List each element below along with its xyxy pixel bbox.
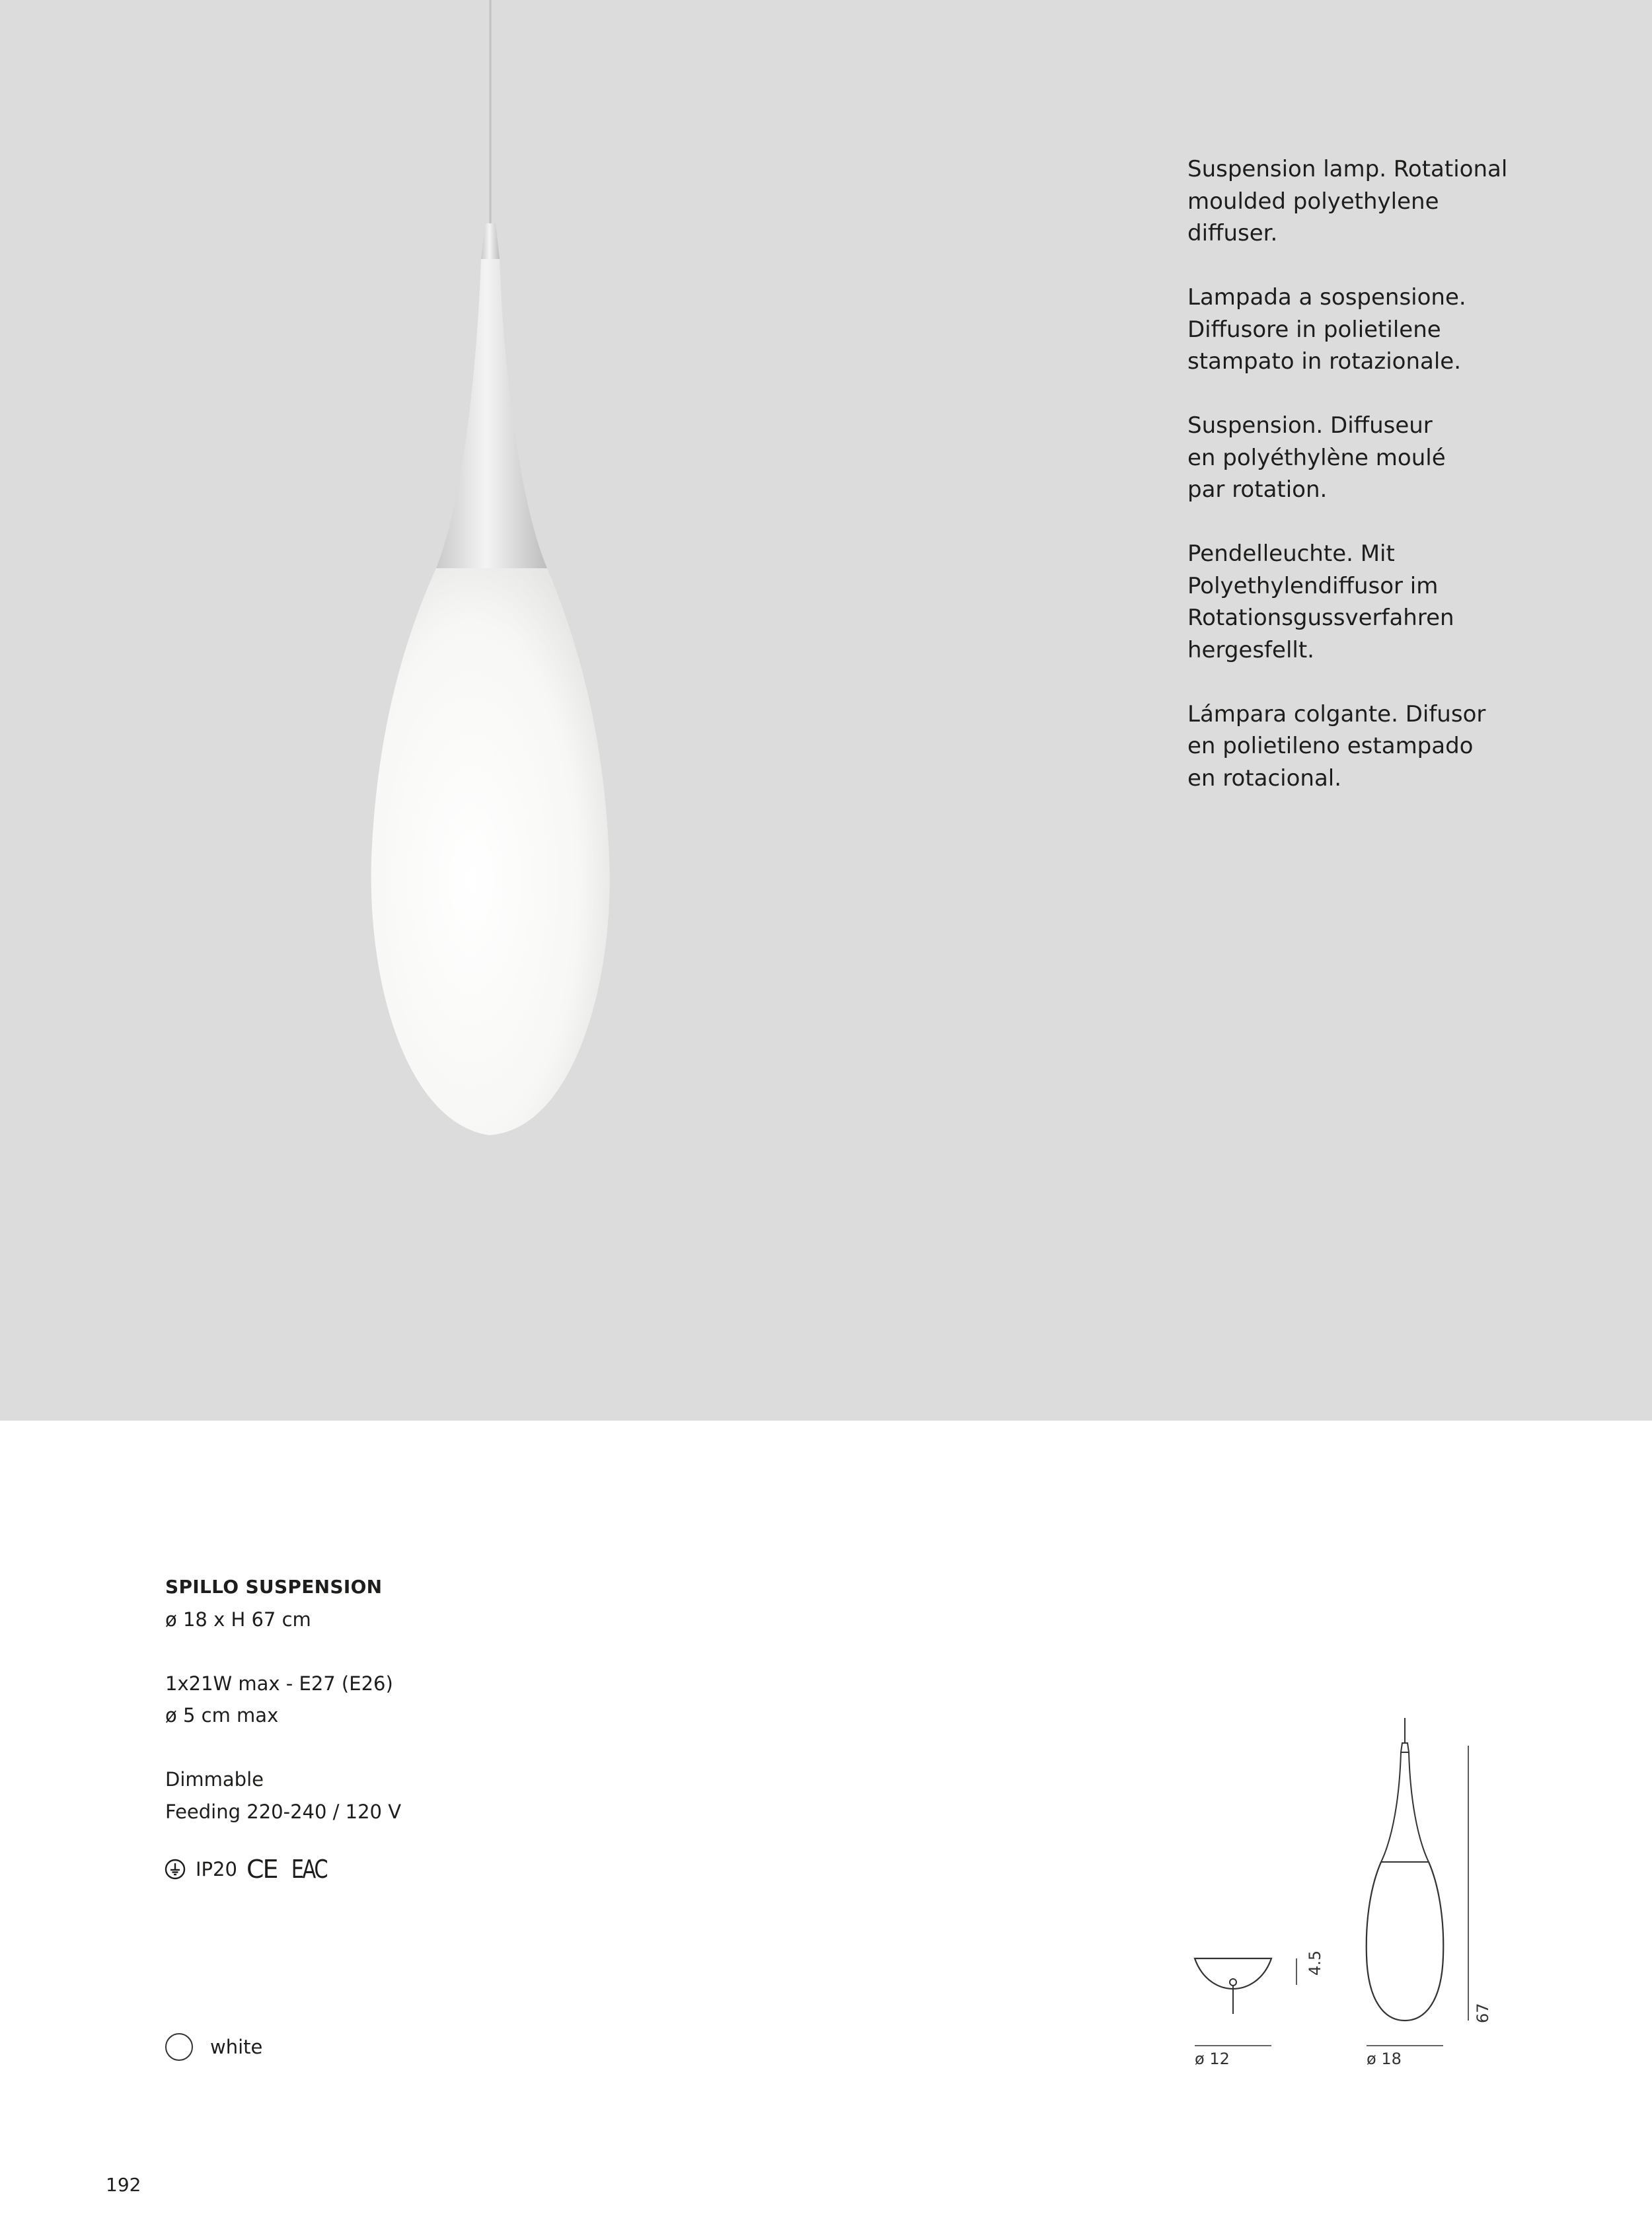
ce-mark: CE (246, 1855, 278, 1884)
canopy-diameter-label: ø 12 (1195, 2050, 1230, 2068)
lamp-diameter-label: ø 18 (1367, 2050, 1402, 2068)
product-title: SPILLO SUSPENSION (165, 1576, 383, 1598)
canopy-height-label: 4.5 (1306, 1950, 1324, 1976)
description-italian: Lampada a sospensione. Diffusore in polietilene stampato in rotazionale. (1187, 284, 1466, 375)
product-feeding: Feeding 220-240 / 120 V (165, 1800, 402, 1823)
product-dimmable: Dimmable (165, 1768, 264, 1791)
description-spanish: Lámpara colgante. Difusor en polietileno estampado en rotacional. (1187, 700, 1486, 792)
product-power: 1x21W max - E27 (E26) (165, 1672, 393, 1695)
description-english: Suspension lamp. Rotational moulded polyethylene diffuser. (1187, 156, 1508, 246)
product-bulb-size: ø 5 cm max (165, 1704, 279, 1727)
product-size: ø 18 x H 67 cm (165, 1608, 311, 1631)
ip-rating: IP20 (196, 1858, 237, 1880)
lamp-drawing (1367, 1718, 1444, 2021)
total-height-label: 67 (1474, 2003, 1492, 2023)
page-number: 192 (106, 2174, 141, 2196)
canopy-drawing (1195, 1958, 1271, 2014)
finish-label: white (210, 2036, 263, 2058)
description-german: Pendelleuchte. Mit Polyethylendiffusor im Rotationsgussverfahren hergesfellt. (1187, 540, 1454, 663)
eac-mark: EAC (291, 1855, 326, 1884)
description-french: Suspension. Diffuseur en polyéthylène moulé par rotation. (1187, 412, 1446, 503)
